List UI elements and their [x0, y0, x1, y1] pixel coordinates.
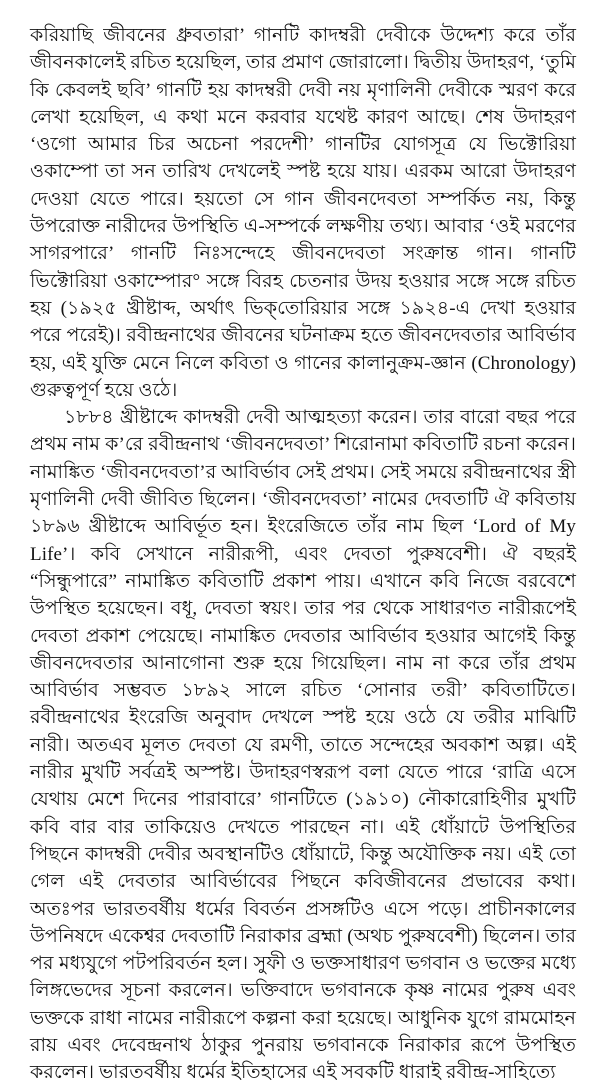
body-paragraph-1: করিয়াছি জীবনের ধ্রুবতারা’ গানটি কাদম্বরী দেবীকে উদ্দেশ্য করে তাঁর জীবনকালেই রচিত হয়েছিল, তার প্রমাণ জোরালো। দ্বিতীয় উদাহরণ, ‘তুমি কি কেবলই ছবি’ গানটি হয় কাদম্বরী দেবী নয় মৃণালিনী দেবীকে স্মরণ করে লেখা হয়েছিল, এ কথা মনে করবার যথেষ্ট কারণ আছে। শেষ উদাহরণ ‘ওগো আমার চির অচেনা পরদেশী’ গানটির যোগসূত্র যে ভিক্টোরিয়া ওকাম্পো তা সন তারিখ দেখলেই স্পষ্ট হয়ে যায়। এরকম আরো উদাহরণ দেওয়া যেতে পারে। হয়তো সে গান জীবনদেবতা সম্পর্কিত নয়, কিন্তু উপরোক্ত নারীদের উপস্থিতি এ-সম্পর্কে লক্ষণীয় তথ্য। আবার ‘ওই মরণের সাগরপারে’ গানটি নিঃসন্দেহে জীবনদেবতা সংক্রান্ত গান। গানটি ভিক্টোরিয়া ওকাম্পোর° সঙ্গে বিরহ চেতনার উদয় হওয়ার সঙ্গে সঙ্গে রচিত হয় (১৯২৫ খ্রীষ্টাব্দ, অর্থাৎ ভিক্‌তোরিয়ার সঙ্গে ১৯২৪-এ দেখা হওয়ার পরে পরেই)। রবীন্দ্রনাথের জীবনের ঘটনাক্রম হতে জীবনদেবতার আবির্ভাব হয়, এই যুক্তি মেনে নিলে কবিতা ও গানের কালানুক্রম-জ্ঞান (Chronology) গুরুত্বপূর্ণ হয়ে ওঠে।: [30, 25, 576, 401]
body-paragraph-2: ১৮৮৪ খ্রীষ্টাব্দে কাদম্বরী দেবী আত্মহত্যা করেন। তার বারো বছর পরে প্রথম নাম ক’রে রবীন্দ্রনাথ ‘জীবনদেবতা’ শিরোনামা কবিতাটি রচনা করেন। নামাঙ্কিত ‘জীবনদেবতা’র আবির্ভাব সেই প্রথম। সেই সময়ে রবীন্দ্রনাথের স্ত্রী মৃণালিনী দেবী জীবিত ছিলেন। ‘জীবনদেবতা’ নামের দেবতাটি ঐ কবিতায় ১৮৯৬ খ্রীষ্টাব্দে আবির্ভূত হন। ইংরেজিতে তাঁর নাম ছিল ‘Lord of My Life’। কবি সেখানে নারীরূপী, এবং দেবতা পুরুষবেশী। ঐ বছরই “সিন্ধুপারে” নামাঙ্কিত কবিতাটি প্রকাশ পায়। এখানে কবি নিজে বরবেশে উপস্থিত হয়েছেন। বধূ, দেবতা স্বয়ং। তার পর থেকে সাধারণত নারীরূপেই দেবতা প্রকাশ পেয়েছে। নামাঙ্কিত দেবতার আবির্ভাব হওয়ার আগেই কিন্তু জীবনদেবতার আনাগোনা শুরু হয়ে গিয়েছিল। নাম না করে তাঁর প্রথম আবির্ভাব সম্ভবত ১৮৯২ সালে রচিত ‘সোনার তরী’ কবিতাটিতে। রবীন্দ্রনাথের ইংরেজি অনুবাদ দেখলে স্পষ্ট হয়ে ওঠে যে তরীর মাঝিটি নারী। অতএব মূলত দেবতা যে রমণী, তাতে সন্দেহের অবকাশ অল্প। এই নারীর মুখটি সর্বত্রই অস্পষ্ট। উদাহরণস্বরূপ বলা যেতে পারে ‘রাত্রি এসে যেথায় মেশে দিনের পারাবারে’ গানটিতে (১৯১০) নৌকারোহিণীর মুখটি কবি বার বার তাকিয়েও দেখতে পারছেন না। এই ধোঁয়াটে উপস্থিতির পিছনে কাদম্বরী দেবীর অবস্থানটিও ধোঁয়াটে, কিন্তু অযৌক্তিক নয়। এই তো গেল এই দেবতার আবির্ভাবের পিছনে কবিজীবনের প্রভাবের কথা। অতঃপর ভারতবর্ষীয় ধর্মের বিবর্তন প্রসঙ্গটিও এসে পড়ে। প্রাচীনকালের উপনিষদে একেশ্বর দেবতাটি নিরাকার ব্রহ্মা (অথচ পুরুষবেশী) ছিলেন। তার পর মধ্যযুগে পটপরিবর্তন হল। সুফী ও ভক্তসাধারণ ভগবান ও ভক্তের মধ্যে লিঙ্গভেদের সূচনা করলেন। ভক্তিবাদে ভগবানকে কৃষ্ণ নামের পুরুষ এবং ভক্তকে রাধা নামের নারীরূপে কল্পনা করা হয়েছে। আধুনিক যুগে রামমোহন রায় এবং দেবেন্দ্রনাথ ঠাকুর পুনরায় ভগবানকে নিরাকার রূপে উপস্থিত করলেন। ভারতবর্ষীয় ধর্মের ইতিহাসের এই সবকটি ধারাই রবীন্দ্র-সাহিত্যে: [30, 407, 576, 1084]
